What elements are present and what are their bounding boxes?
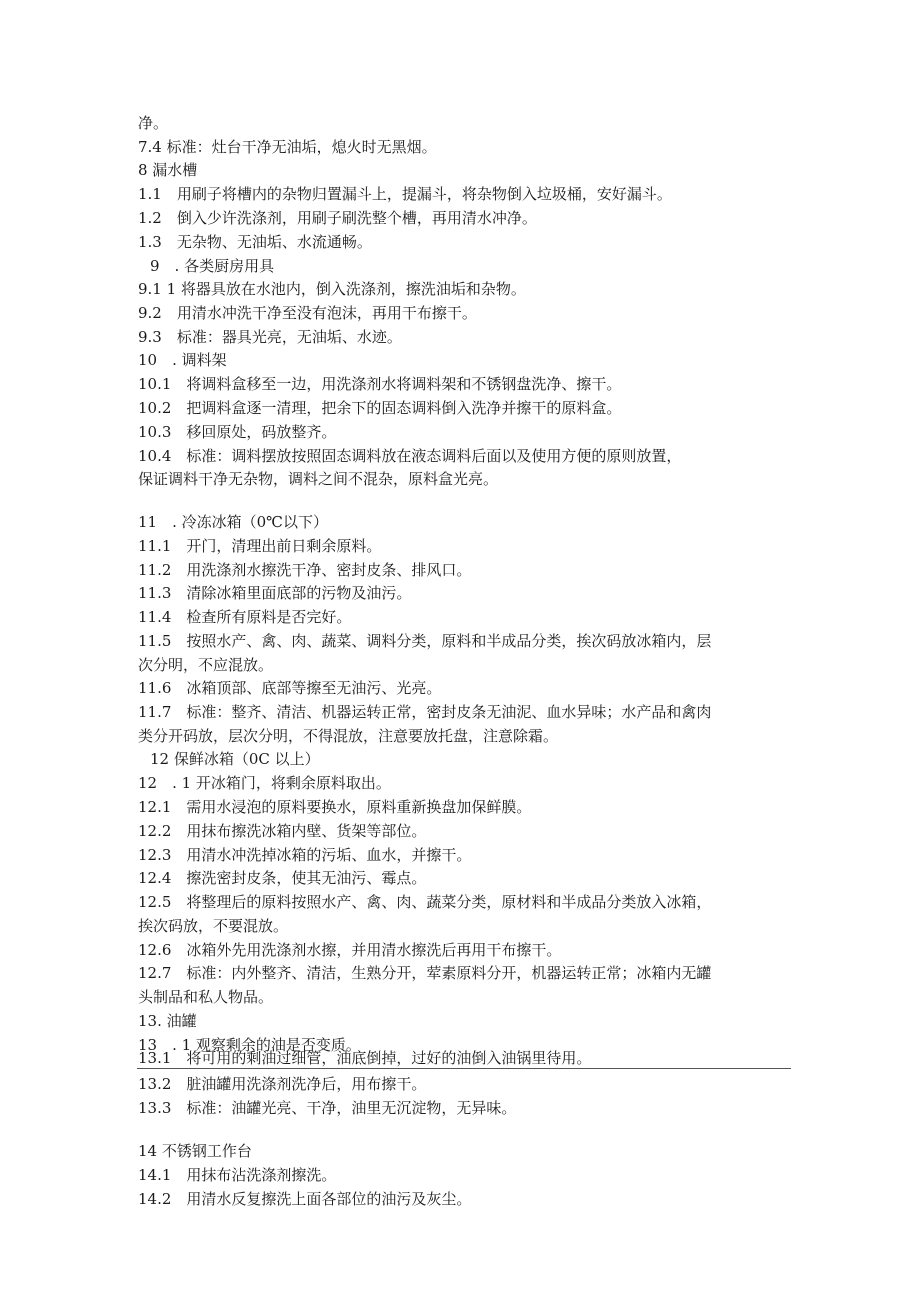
text-line: 次分明，不应混放。 [138,656,274,674]
text-line: 13.1 将可用的剩油过细管，油底倒掉，过好的油倒入油锅里待用。 [138,1049,592,1067]
section-heading: 9 . 各类厨房用具 [150,257,275,275]
text-line: 10.2 把调料盒逐一清理，把余下的固态调料倒入洗净并擦干的原料盒。 [138,399,622,417]
text-line: 14.2 用清水反复擦洗上面各部位的油污及灰尘。 [138,1190,472,1208]
text-line: 12.1 需用水浸泡的原料要换水，原料重新换盘加保鲜膜。 [138,798,532,816]
section-heading: 10 . 调料架 [138,351,227,369]
text-line: 1.2 倒入少许洗涤剂，用刷子刷洗整个槽，再用清水冲净。 [138,209,537,227]
text-line: 12.3 用清水冲洗掉冰箱的污垢、血水，并擦干。 [138,846,472,864]
text-line: 保证调料干净无杂物，调料之间不混杂，原料盒光亮。 [138,470,499,488]
text-line: 1.3 无杂物、无油垢、水流通畅。 [138,233,372,251]
text-line: 11.2 用洗涤剂水擦洗干净、密封皮条、排风口。 [138,561,472,579]
section-heading: 12 保鲜冰箱（0C 以上） [150,750,320,768]
text-line: 10.1 将调料盒移至一边，用洗涤剂水将调料架和不锈钢盘洗净、擦干。 [138,375,622,393]
text-line: 13.3 标准：油罐光亮、干净，油里无沉淀物，无异味。 [138,1099,517,1117]
text-line: 10.4 标准：调料摆放按照固态调料放在液态调料后面以及使用方便的原则放置， [138,447,682,465]
section-heading: 14 不锈钢工作台 [138,1142,252,1160]
text-line: 11.1 开门，清理出前日剩余原料。 [138,537,382,555]
text-line: 13.2 脏油罐用洗涤剂洗净后，用布擦干。 [138,1075,427,1093]
text-line: 12 . 1 开冰箱门，将剩余原料取出。 [138,774,391,792]
text-line: 11.6 冰箱顶部、底部等擦至无油污、光亮。 [138,679,442,697]
text-line: 9.1 1 将器具放在水池内，倒入洗涤剂，擦洗油垢和杂物。 [138,280,526,298]
text-line: 类分开码放，层次分明，不得混放，注意要放托盘，注意除霜。 [138,727,559,745]
horizontal-rule [137,1068,791,1069]
text-line: 12.5 将整理后的原料按照水产、禽、肉、蔬菜分类，原材料和半成品分类放入冰箱， [138,893,712,911]
text-line: 11.3 清除冰箱里面底部的污物及油污。 [138,584,412,602]
text-line: 头制品和私人物品。 [138,988,274,1006]
text-line: 11.4 检查所有原料是否完好。 [138,608,352,626]
text-line: 净。 [138,114,169,132]
text-line: 12.2 用抹布擦洗冰箱内壁、货架等部位。 [138,822,427,840]
text-line: 1.1 用刷子将槽内的杂物归置漏斗上，提漏斗，将杂物倒入垃圾桶，安好漏斗。 [138,185,672,203]
text-line: 7.4 标准：灶台干净无油垢，熄火时无黑烟。 [138,138,437,156]
text-line: 12.7 标准：内外整齐、清洁，生熟分开，荤素原料分开，机器运转正常；冰箱内无罐 [138,964,712,982]
text-line: 11.7 标准：整齐、清洁、机器运转正常，密封皮条无油泥、血水异味；水产品和禽肉 [138,703,712,721]
text-line: 12.4 擦洗密封皮条，使其无油污、霉点。 [138,869,427,887]
text-line: 10.3 移回原处，码放整齐。 [138,423,337,441]
text-line: 14.1 用抹布沾洗涤剂擦洗。 [138,1166,337,1184]
text-line: 9.3 标准：器具光亮，无油垢、水迹。 [138,328,402,346]
section-heading: 8 漏水槽 [138,161,198,179]
text-line: 13 . 1 观察剩余的油是否变质。 [138,1036,361,1054]
text-line: 挨次码放，不要混放。 [138,917,289,935]
text-line: 11.5 按照水产、禽、肉、蔬菜、调料分类，原料和半成品分类，挨次码放冰箱内，层 [138,632,712,650]
text-line: 9.2 用清水冲洗干净至没有泡沫，再用干布擦干。 [138,304,477,322]
text-line: 12.6 冰箱外先用洗涤剂水擦，并用清水擦洗后再用干布擦干。 [138,941,562,959]
section-heading: 13. 油罐 [138,1012,197,1030]
section-heading: 11 . 冷冻冰箱（0℃以下） [138,513,328,531]
